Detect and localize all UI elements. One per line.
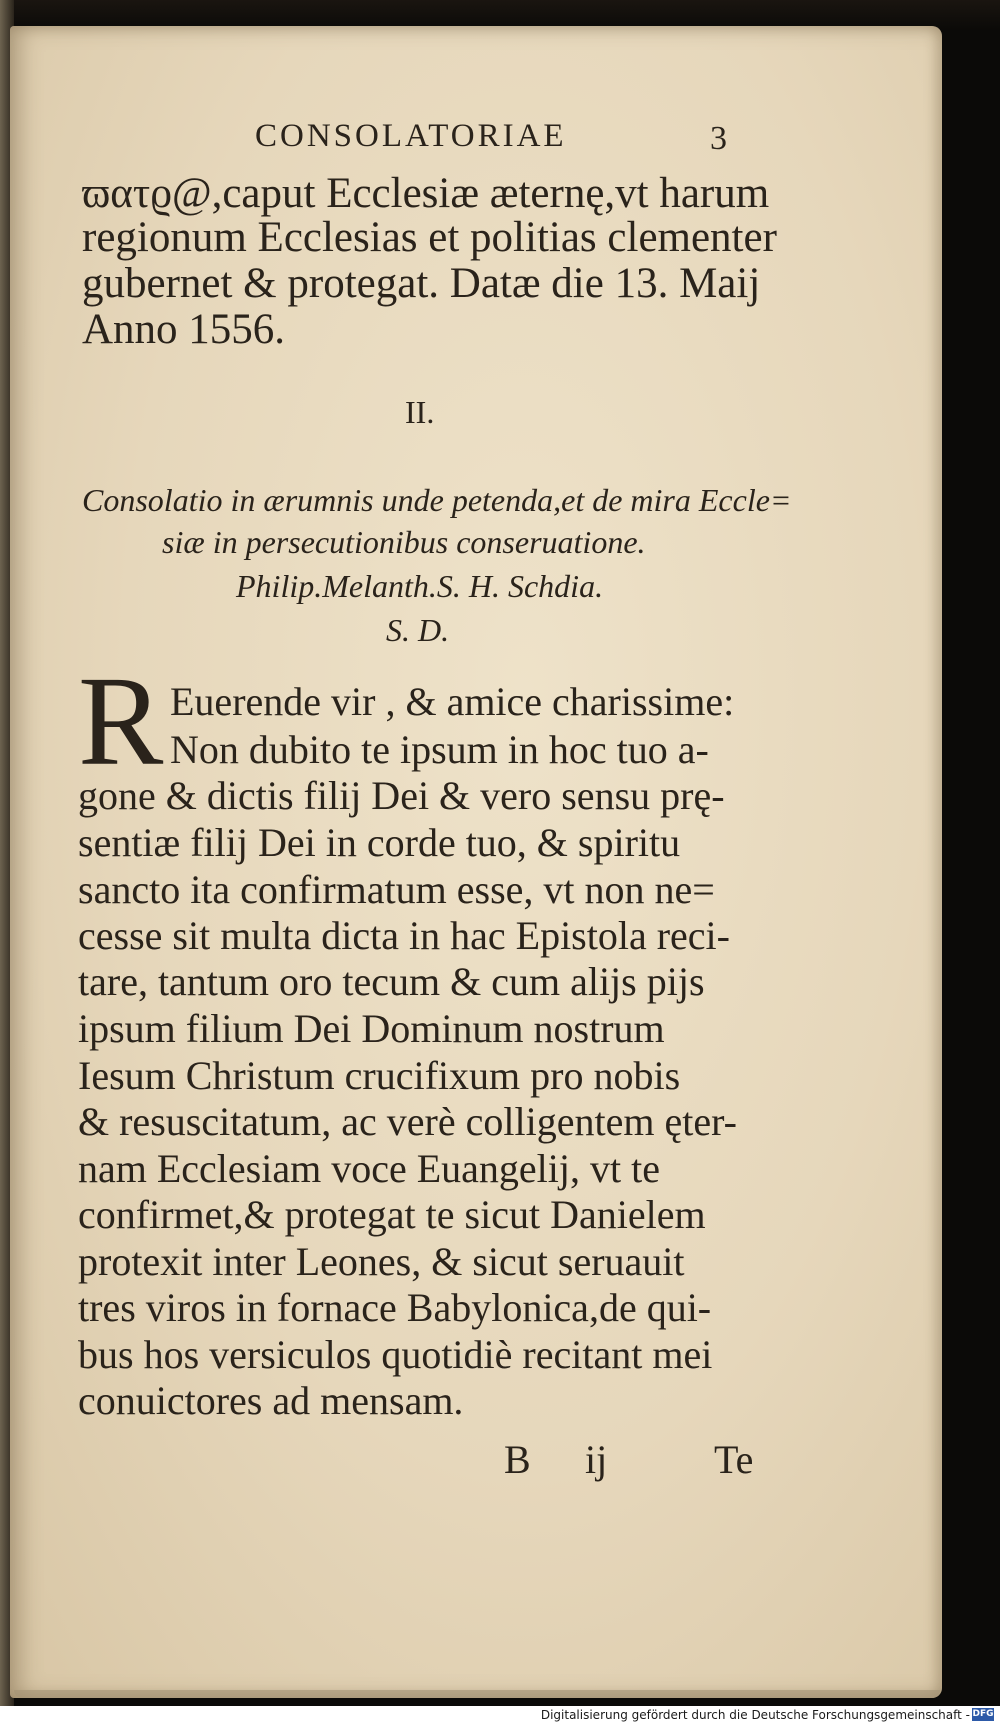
letter-line: tare, tantum oro tecum & cum alijs pijs	[78, 959, 705, 1004]
letter-line: tres viros in fornace Babylonica,de qui-	[78, 1285, 712, 1330]
paragraph-line: regionum Ecclesias et politias clementer	[82, 214, 777, 261]
letter-line: bus hos versiculos quotidiè recitant mei	[78, 1332, 713, 1377]
letter-line: Non dubito te ipsum in hoc tuo a-	[170, 727, 709, 772]
section-heading-line: Philip.Melanth.S. H. Schdia.	[236, 568, 604, 604]
letter-line: sancto ita confirmatum esse, vt non ne=	[78, 867, 715, 912]
letter-line: Iesum Christum crucifixum pro nobis	[78, 1053, 681, 1098]
letter-line: Euerende vir , & amice charissime:	[170, 679, 735, 724]
letter-line: cesse sit multa dicta in hac Epistola reci-	[78, 913, 730, 958]
section-heading-line: siæ in persecutionibus conseruatione.	[162, 524, 646, 560]
page-bottom-edge	[14, 1690, 940, 1698]
section-numeral: II.	[405, 394, 435, 430]
signature-number: ij	[585, 1437, 608, 1482]
page-number: 3	[710, 120, 727, 157]
paragraph-line: Anno 1556.	[82, 306, 286, 353]
letter-line: gone & dictis filij Dei & vero sensu prę-	[78, 773, 725, 818]
drop-cap: R	[78, 650, 164, 792]
letter-line: & resuscitatum, ac verè colligentem ęter-	[78, 1099, 737, 1144]
letter-line: conuictores ad mensam.	[78, 1378, 464, 1423]
dfg-logo: DFG	[972, 1709, 994, 1719]
letter-line: confirmet,& protegat te sicut Danielem	[78, 1192, 706, 1237]
section-heading-line: S. D.	[386, 612, 450, 648]
letter-line: protexit inter Leones, & sicut seruauit	[78, 1239, 685, 1284]
letter-line: nam Ecclesiam voce Euangelij, vt te	[78, 1146, 660, 1191]
section-heading-line: Consolatio in ærumnis unde petenda,et de mira Eccle=	[82, 482, 792, 518]
letter-line: ipsum filium Dei Dominum nostrum	[78, 1006, 665, 1051]
paragraph-line: ϖατϱ@,caput Ecclesiæ æternę,vt harum	[82, 170, 770, 217]
funding-credit: Digitalisierung gefördert durch die Deutsche Forschungsgemeinschaft -	[540, 1708, 970, 1722]
catchword: Te	[714, 1437, 754, 1482]
letter-line: sentiæ filij Dei in corde tuo, & spiritu	[78, 820, 681, 865]
paragraph-line: gubernet & protegat. Datæ die 13. Maij	[82, 260, 761, 307]
signature-mark: B	[504, 1437, 531, 1482]
running-head-title: CONSOLATORIAE	[255, 118, 567, 154]
